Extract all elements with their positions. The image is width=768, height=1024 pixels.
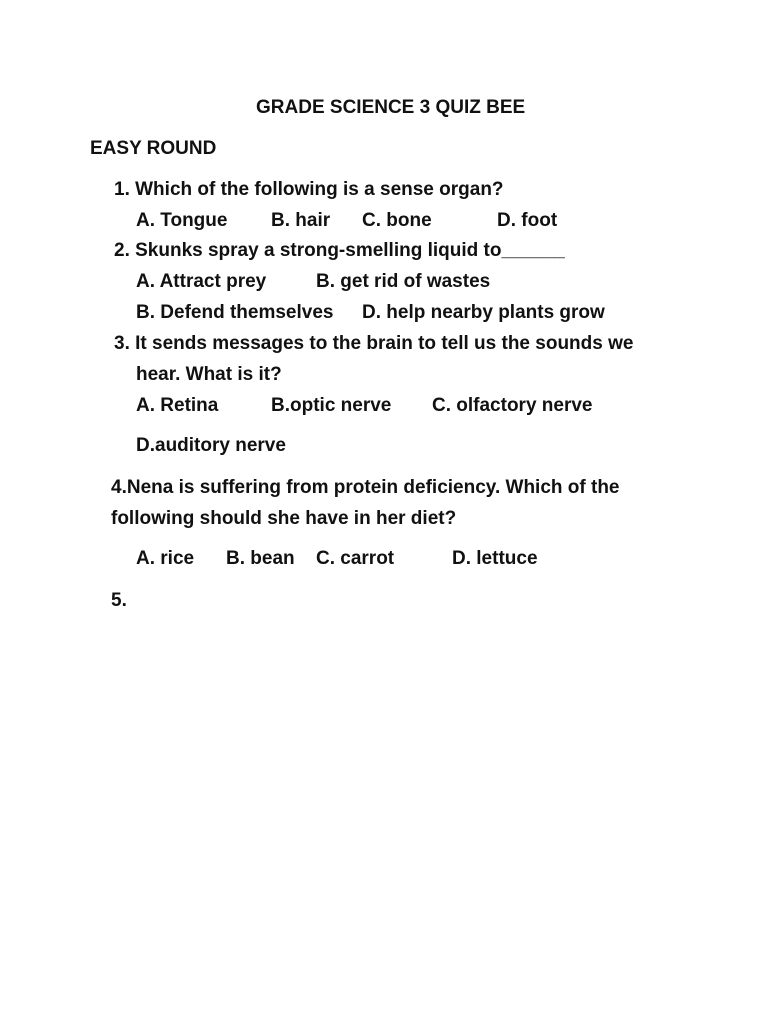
question-1-option-d: D. foot <box>497 210 558 231</box>
question-2-option-d: D. help nearby plants grow <box>362 302 605 323</box>
question-3-text-line-2: hear. What is it? <box>136 364 282 385</box>
question-1-text: 1. Which of the following is a sense organ? <box>114 179 504 200</box>
question-4-text-line-1: 4.Nena is suffering from protein deficiency. Which of the <box>111 477 620 498</box>
question-1-option-a: A. Tongue <box>136 210 228 231</box>
question-4-option-a: A. rice <box>136 548 195 569</box>
question-3-option-d: D.auditory nerve <box>136 435 286 456</box>
question-2-option-b: B. get rid of wastes <box>316 271 491 292</box>
question-2-text: 2. Skunks spray a strong-smelling liquid to______ <box>114 240 565 261</box>
question-2-option-c: B. Defend themselves <box>136 302 334 323</box>
question-4-text-line-2: following should she have in her diet? <box>111 508 457 529</box>
question-1-option-c: C. bone <box>362 210 432 231</box>
question-3-option-a: A. Retina <box>136 395 219 416</box>
question-3-option-b: B.optic nerve <box>271 395 392 416</box>
round-heading: EASY ROUND <box>90 138 217 159</box>
question-3-option-c: C. olfactory nerve <box>432 395 593 416</box>
question-4-option-d: D. lettuce <box>452 548 538 569</box>
question-1-option-b: B. hair <box>271 210 331 231</box>
question-5-text: 5. <box>111 590 127 611</box>
question-2-option-a: A. Attract prey <box>136 271 267 292</box>
question-3-text-line-1: 3. It sends messages to the brain to tell us the sounds we <box>114 333 634 354</box>
question-4-option-b: B. bean <box>226 548 295 569</box>
page-title: GRADE SCIENCE 3 QUIZ BEE <box>256 97 526 118</box>
question-4-option-c: C. carrot <box>316 548 395 569</box>
